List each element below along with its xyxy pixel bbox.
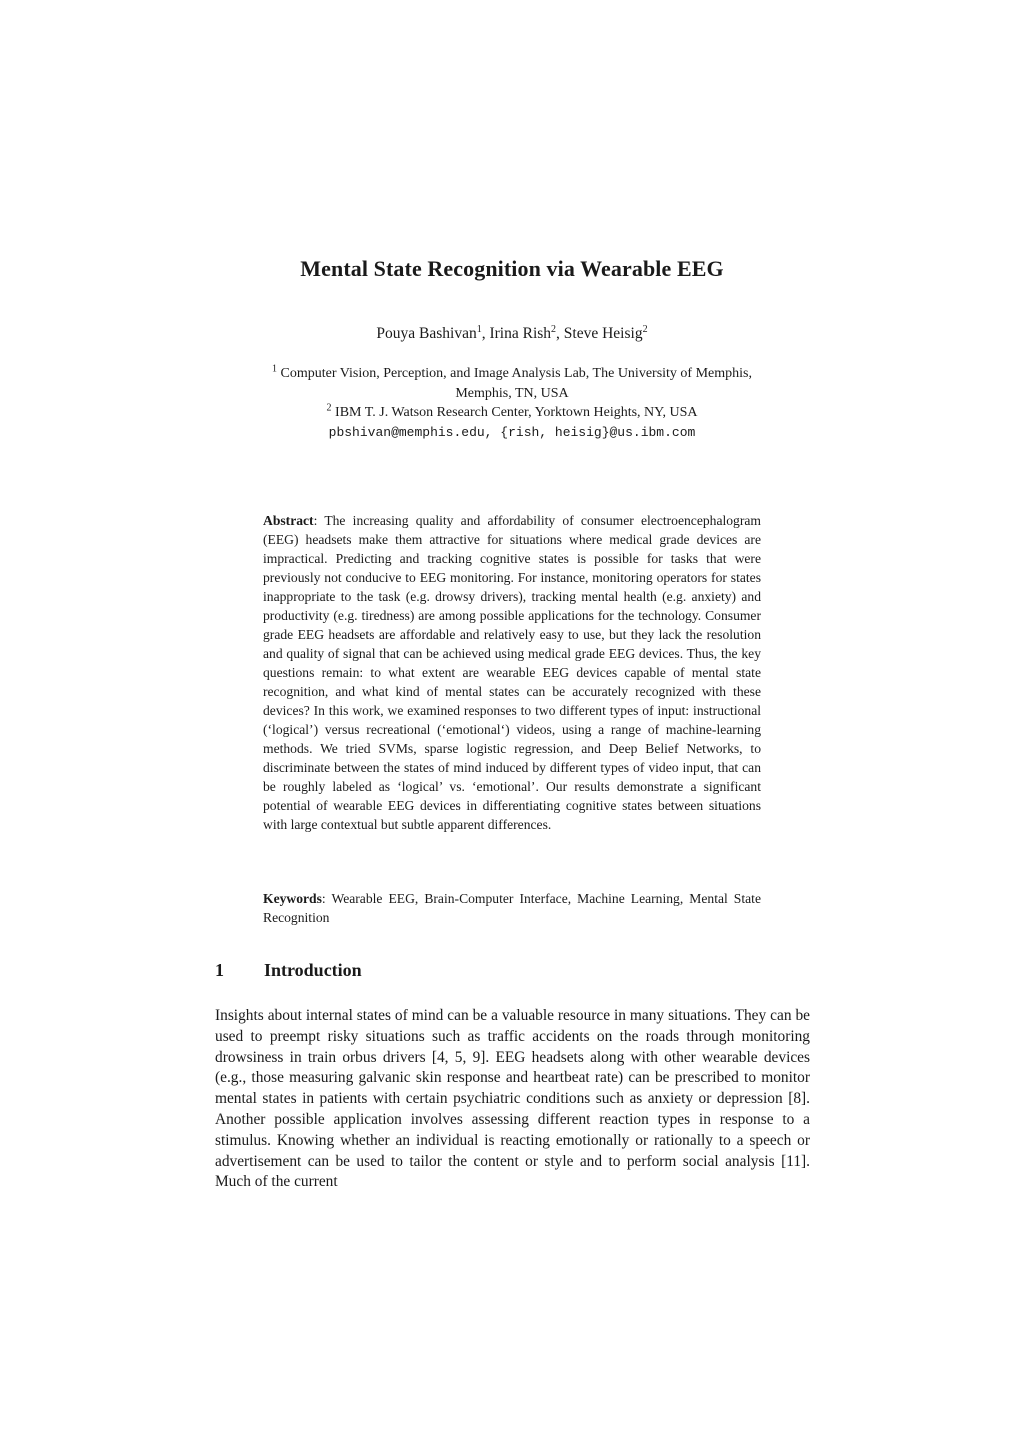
author-affiliation-mark: 1 [476,323,482,335]
section-heading [215,960,815,981]
author-affiliation-mark: 2 [642,323,648,335]
abstract-label: Abstract [263,513,314,528]
affiliation-1-location: Memphis, TN, USA [455,385,569,401]
abstract-text: : The increasing quality and affordability of consumer electroencephalogram (EEG) headsets make them attractive for situations where medical grade devices are impractical. Predicting and tracking cognitive states is possible for tasks that were previously not conducive to EEG monitoring. For instance, monitoring operators for states inappropriate to the task (e.g. drowsy drivers), tracking mental health (e.g. anxiety) and productivity (e.g. tiredness) are among possible applications for the technology. Consumer grade EEG headsets are affordable and relatively easy to use, but they lack the resolution and quality of signal that can be achieved using medical grade EEG devices. Thus, the key questions remain: to what extent are wearable EEG devices capable of mental state recognition, and what kind of mental states can be accurately recognized with these devices? In this work, we examined responses to two different types of input: instructional (‘logical’) versus recreational (‘emotional‘) videos, using a range of machine-learning methods. We tried SVMs, sparse logistic regression, and Deep Belief Networks, to discriminate between the states of mind induced by different types of video input, that can be roughly labeled as ‘logical’ vs. ‘emotional’. Our results demonstrate a significant potential of wearable EEG devices in differentiating cognitive states between situations with large contextual but subtle apparent differences. [263,513,761,832]
section-title: Introduction [264,960,362,980]
keywords-label: Keywords [263,891,322,906]
keywords-text: : Wearable EEG, Brain-Computer Interface, Machine Learning, Mental State Recognition [263,891,761,925]
email-addresses: pbshivan@memphis.edu, {rish, heisig}@us.ibm.com [328,424,696,440]
introduction-paragraph: Insights about internal states of mind can be a valuable resource in many situations. They can be used to preempt risky situations such as traffic accidents on the roads through monitoring drowsiness in train orbus drivers [4, 5, 9]. EEG headsets along with other wearable devices (e.g., those measuring galvanic skin response and heartbeat rate) can be prescribed to monitor mental states in patients with certain psychiatric conditions such as anxiety or depression [8]. Another possible application involves assessing different reaction types in response to a stimulus. Knowing whether an individual is reacting emotionally or rationally to a speech or advertisement can be used to tailor the content or style and to perform social analysis [11]. Much of the current [215,1007,810,1191]
author-name: Steve Heisig [563,325,643,342]
keywords [263,889,761,927]
affiliation-2 [0,403,1024,423]
author-affiliation-mark: 2 [551,323,557,335]
section-number: 1 [215,960,224,980]
author-name: Pouya Bashivan [376,325,477,342]
paper-title: Mental State Recognition via Wearable EEG [300,256,724,281]
author-list: Pouya Bashivan$^1$, Irina Rish$^2$, Steve Heisig$^2$ [376,323,648,342]
affiliations [0,364,1024,442]
author-name: Irina Rish [489,325,552,342]
abstract [263,511,761,834]
affiliation-1 [0,364,1024,384]
affiliation-mark: 2 [326,402,332,414]
affiliation-text: Computer Vision, Perception, and Image Analysis Lab, The University of Memphis, [280,366,752,381]
affiliation-text: IBM T. J. Watson Research Center, Yorktown Heights, NY, USA [335,405,698,420]
affiliation-mark: 1 [272,363,278,375]
